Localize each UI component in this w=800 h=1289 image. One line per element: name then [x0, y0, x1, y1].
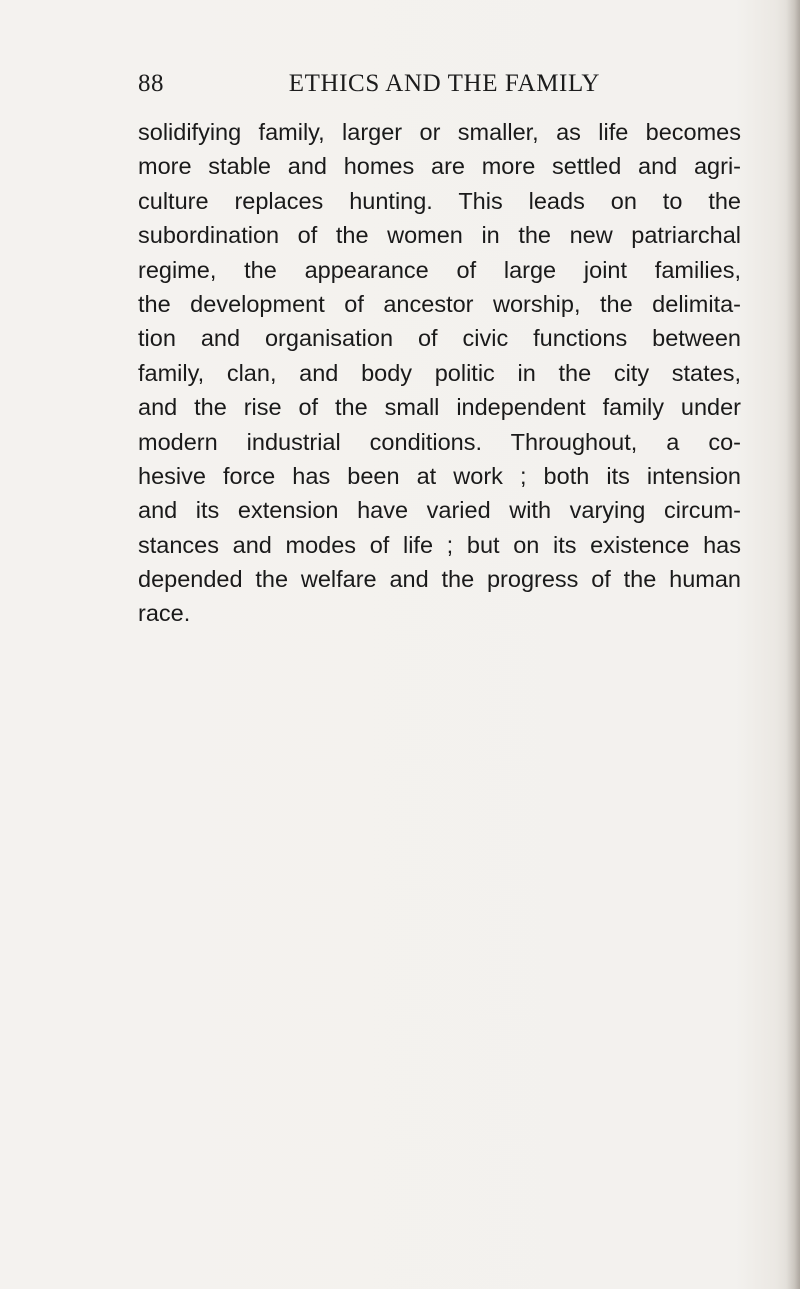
text-line: and its extension have varied with varying circum-	[138, 497, 741, 524]
text-line: subordination of the women in the new patriarchal	[138, 222, 741, 249]
text-line: hesive force has been at work ; both its intension	[138, 462, 741, 489]
text-line: and the rise of the small independent family under	[138, 394, 741, 421]
text-line: tion and organisation of civic functions between	[138, 325, 741, 352]
page-edge-shadow	[786, 0, 800, 1289]
text-line: culture replaces hunting. This leads on to the	[138, 187, 741, 214]
text-line: depended the welfare and the progress of the human	[138, 566, 741, 593]
page-number: 88	[138, 70, 164, 97]
running-title: ETHICS AND THE FAMILY	[288, 70, 600, 97]
text-line: the development of ancestor worship, the delimita-	[138, 290, 741, 317]
text-line: family, clan, and body politic in the city states,	[138, 359, 741, 386]
text-line: regime, the appearance of large joint families,	[138, 256, 741, 283]
text-line: more stable and homes are more settled and agri-	[138, 153, 741, 180]
text-line: race.	[138, 600, 191, 627]
body-paragraph	[138, 115, 741, 631]
running-head	[138, 64, 600, 104]
text-line: solidifying family, larger or smaller, as life becomes	[138, 119, 741, 145]
text-line: stances and modes of life ; but on its existence has	[138, 531, 741, 558]
text-line: modern industrial conditions. Throughout, a co-	[138, 428, 741, 455]
